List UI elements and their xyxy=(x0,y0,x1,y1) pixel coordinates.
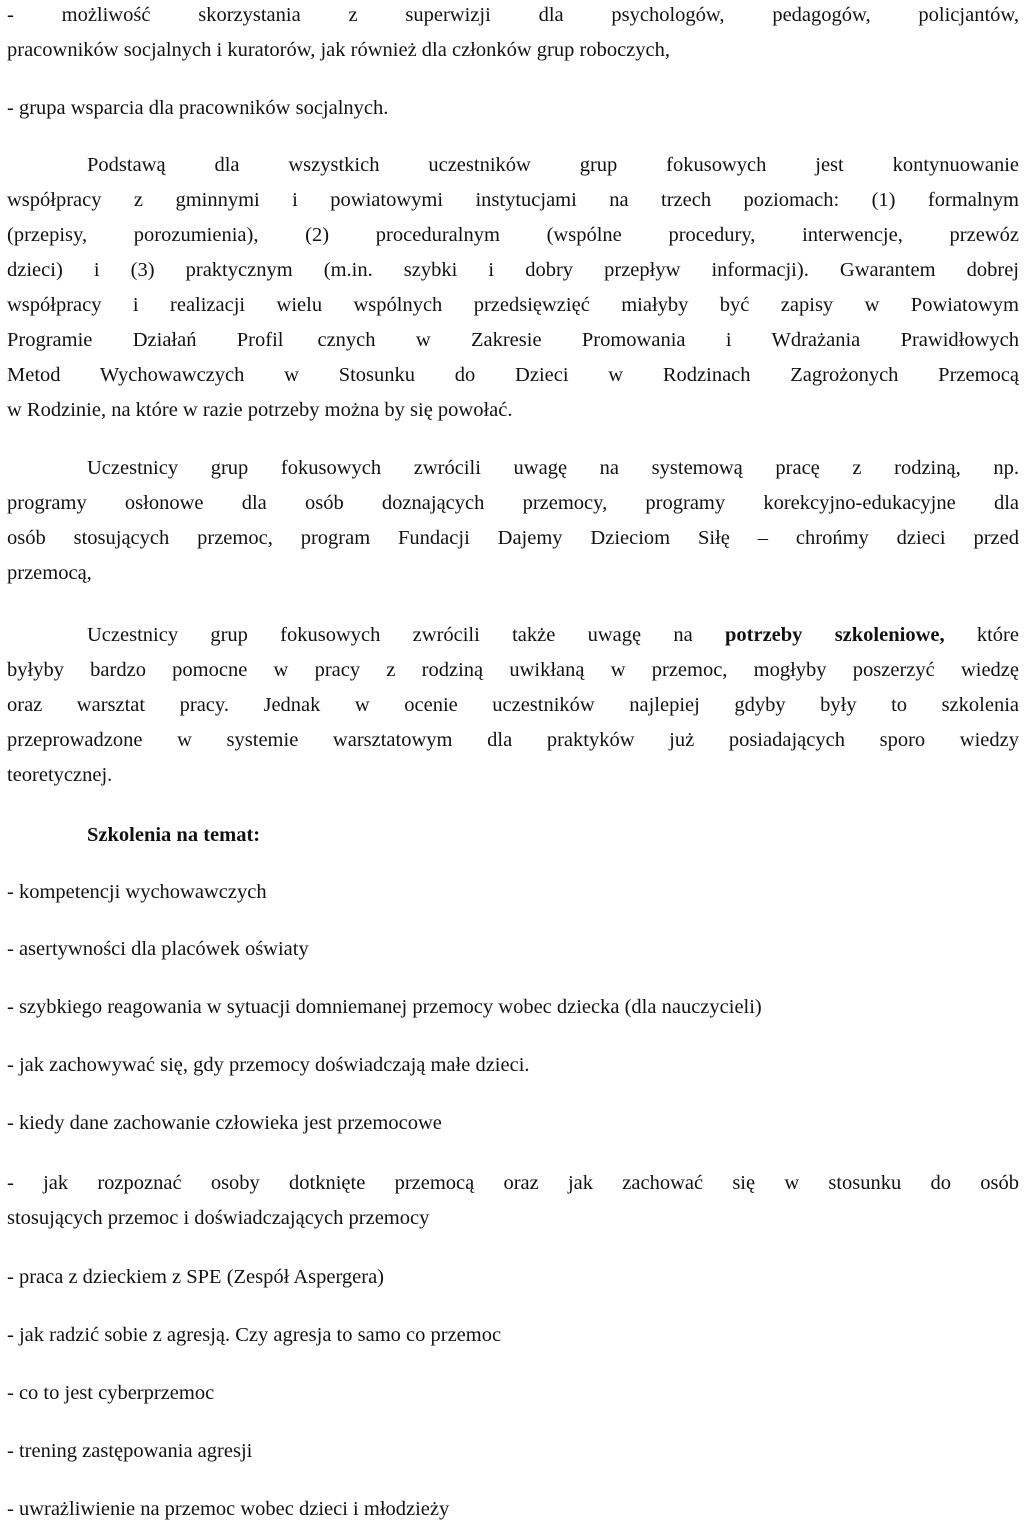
paragraph-3-line-4: przeprowadzone w systemie warsztatowym dla praktyków już posiadających sporo wiedzy xyxy=(7,729,1019,751)
paragraph-3-line-1-a: Uczestnicy grup fokusowych zwrócili także uwagę na xyxy=(87,624,725,646)
paragraph-3-line-2: byłyby bardzo pomocne w pracy z rodziną uwikłaną w przemoc, mogłyby poszerzyć wiedzę xyxy=(7,659,1019,681)
training-item: - co to jest cyberprzemoc xyxy=(7,1382,215,1404)
training-item: - trening zastępowania agresji xyxy=(7,1440,253,1462)
paragraph-2-line-4: przemocą, xyxy=(7,562,92,584)
training-item-line-1: - jak rozpoznać osoby dotknięte przemocą oraz jak zachować się w stosunku do osób xyxy=(7,1172,1019,1194)
paragraph-2-line-2: programy osłonowe dla osób doznających przemocy, programy korekcyjno-edukacyjne dla xyxy=(7,492,1019,514)
training-heading: Szkolenia na temat: xyxy=(87,824,261,846)
top-list-item-1-line-1: - możliwość skorzystania z superwizji dla psychologów, pedagogów, policjantów, xyxy=(7,4,1019,26)
training-item: - jak zachowywać się, gdy przemocy doświadczają małe dzieci. xyxy=(7,1054,530,1076)
paragraph-1-line-3: (przepisy, porozumienia), (2) proceduralnym (wspólne procedury, interwencje, przewóz xyxy=(7,224,1019,246)
paragraph-3-line-5: teoretycznej. xyxy=(7,764,113,786)
training-item: - praca z dzieckiem z SPE (Zespół Aspergera) xyxy=(7,1266,385,1288)
paragraph-1-line-7: Metod Wychowawczych w Stosunku do Dzieci w Rodzinach Zagrożonych Przemocą xyxy=(7,364,1019,386)
top-list-item-2: - grupa wsparcia dla pracowników socjalnych. xyxy=(7,97,389,119)
training-item: - kiedy dane zachowanie człowieka jest przemocowe xyxy=(7,1112,442,1134)
paragraph-3-line-3: oraz warsztat pracy. Jednak w ocenie uczestników najlepiej gdyby były to szkolenia xyxy=(7,694,1019,716)
training-item: - asertywności dla placówek oświaty xyxy=(7,938,309,960)
paragraph-1-line-2: współpracy z gminnymi i powiatowymi instytucjami na trzech poziomach: (1) formalnym xyxy=(7,189,1019,211)
paragraph-3-line-1 xyxy=(87,622,1019,648)
training-item: - uwrażliwienie na przemoc wobec dzieci i młodzieży xyxy=(7,1498,450,1520)
paragraph-1-line-6-left: Programie Działań Profil xyxy=(7,329,284,351)
paragraph-2-line-3: osób stosujących przemoc, program Fundacji Dajemy Dzieciom Siłę – chrońmy dzieci przed xyxy=(7,527,1019,549)
paragraph-1-line-6-right: cznych w Zakresie Promowania i Wdrażania Prawidłowych xyxy=(317,329,1019,351)
training-item: - kompetencji wychowawczych xyxy=(7,881,267,903)
training-item-line-2: stosujących przemoc i doświadczających przemocy xyxy=(7,1207,430,1229)
paragraph-3-line-1-b: które xyxy=(944,624,1019,646)
training-item: - szybkiego reagowania w sytuacji domniemanej przemocy wobec dziecka (dla nauczycieli) xyxy=(7,996,762,1018)
top-list-item-1-line-2: pracowników socjalnych i kuratorów, jak również dla członków grup roboczych, xyxy=(7,39,670,61)
paragraph-1-line-4: dzieci) i (3) praktycznym (m.in. szybki i dobry przepływ informacji). Gwarantem dobrej xyxy=(7,259,1019,281)
paragraph-1-line-8: w Rodzinie, na które w razie potrzeby można by się powołać. xyxy=(7,399,513,421)
paragraph-3-bold-phrase: potrzeby szkoleniowe, xyxy=(725,624,945,646)
paragraph-1-line-5: współpracy i realizacji wielu wspólnych przedsięwzięć miałyby być zapisy w Powiatowym xyxy=(7,294,1019,316)
paragraph-2-line-1: Uczestnicy grup fokusowych zwrócili uwagę na systemową pracę z rodziną, np. xyxy=(87,457,1019,479)
paragraph-1-line-6 xyxy=(7,327,1019,353)
paragraph-1-line-1: Podstawą dla wszystkich uczestników grup fokusowych jest kontynuowanie xyxy=(87,154,1019,176)
training-item: - jak radzić sobie z agresją. Czy agresja to samo co przemoc xyxy=(7,1324,502,1346)
